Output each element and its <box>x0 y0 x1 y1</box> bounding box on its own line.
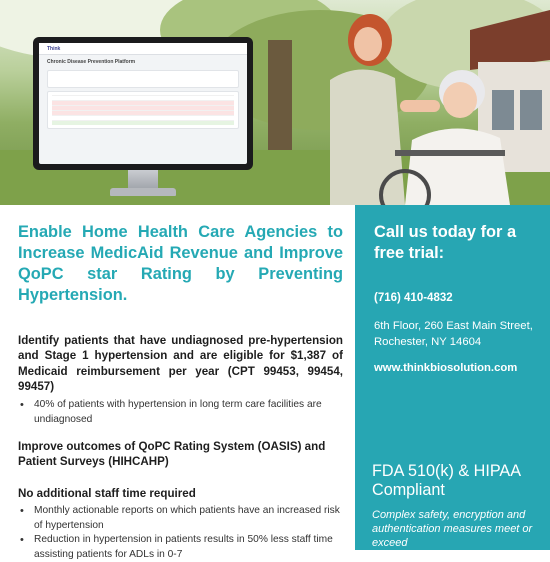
section-staff <box>18 486 343 501</box>
headline-block <box>18 222 343 306</box>
summary-row <box>52 79 234 84</box>
section-heading: Identify patients that have undiagnosed pre-hypertension and Stage 1 hypertension and are eligible for $1,387 of Medicaid reimbursement per year (CPT 99453, 99454, 99457) <box>18 334 343 394</box>
dashboard-topbar <box>39 43 247 55</box>
section-staff-bullets <box>18 504 343 562</box>
compliance-subtitle: Complex safety, encryption and authentication measures meet or exceed <box>372 509 533 550</box>
dashboard-screenshot <box>39 43 247 164</box>
section-identify <box>18 333 343 395</box>
call-to-action: Call us today for a free trial: <box>374 223 517 262</box>
compliance-title: FDA 510(k) & HIPAA Compliant <box>372 462 521 499</box>
address: 6th Floor, 260 East Main Street, Rochester, NY 14604 <box>374 320 533 348</box>
section-heading: No additional staff time required <box>18 487 196 500</box>
dashboard-summary-card <box>47 70 239 88</box>
contact-panel <box>355 205 550 550</box>
monitor-screen <box>33 37 253 170</box>
hero-photo <box>0 0 550 205</box>
website-link[interactable]: www.thinkbiosolution.com <box>374 362 518 374</box>
dashboard-logo: Think <box>47 45 61 52</box>
headline: Enable Home Health Care Agencies to Increase MedicAid Revenue and Improve QoPC star Rating by Preventing Hypertension. <box>18 223 343 304</box>
dashboard-title: Chronic Disease Prevention Platform <box>47 59 136 65</box>
table-row <box>52 120 234 125</box>
bullet-item: • Reduction in hypertension in patients results in 50% less staff time assisting patients for ADLs in 0-7 <box>18 533 343 562</box>
bullet-item: • Monthly actionable reports on which patients have an increased risk of hypertension <box>18 504 343 533</box>
section-heading: Improve outcomes of QoPC Rating System (OASIS) and Patient Surveys (HIHCAHP) <box>18 440 326 469</box>
bullet-item: • 40% of patients with hypertension in long term care facilities are undiagnosed <box>18 398 343 427</box>
bullet-list <box>18 504 343 562</box>
monitor-stand <box>128 170 158 190</box>
dashboard-table-card <box>47 91 239 129</box>
section-improve <box>18 439 343 470</box>
section-identify-bullets <box>18 398 343 427</box>
monitor-base <box>110 188 176 196</box>
phone-number[interactable]: (716) 410-4832 <box>374 292 453 304</box>
bullet-list <box>18 398 343 427</box>
